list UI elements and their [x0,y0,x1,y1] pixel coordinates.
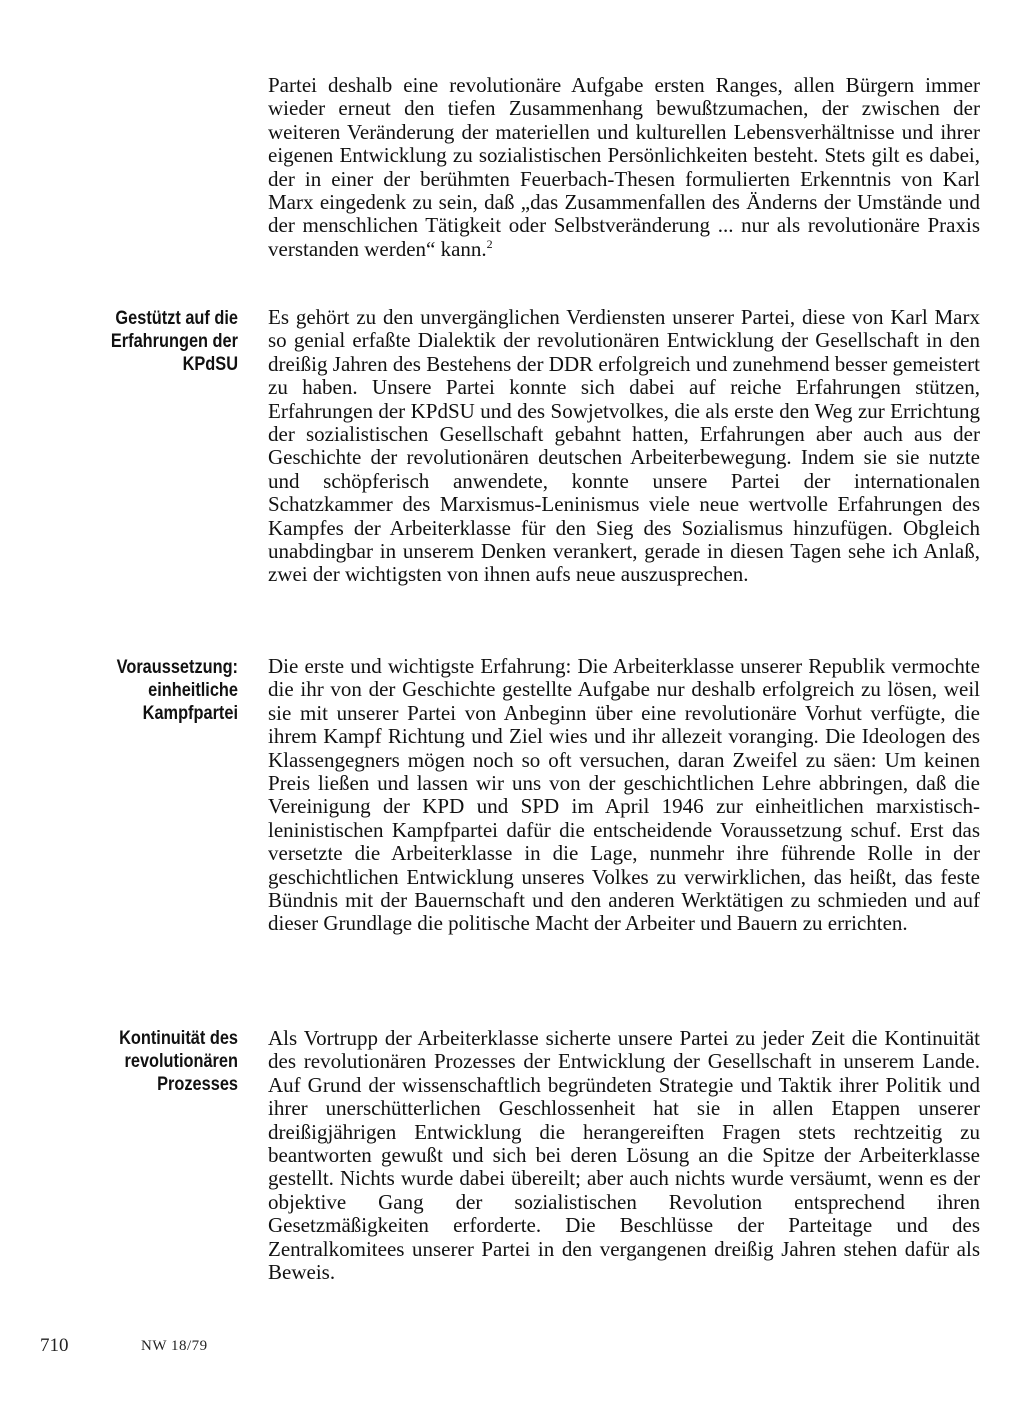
paragraph-kpdsu: Es gehört zu den unvergänglichen Verdiensten unserer Partei, diese von Karl Marx so genial erfaßte Dialektik der revolutionären Entwicklung der Gesellschaft in den dreißig Jahren des Bestehens der DDR erfolgreich und zunehmend besser gemeistert zu haben. Unsere Partei konnte sich dabei auf reiche Erfahrungen stützen, Erfahrungen der KPdSU und des Sowjetvolkes, die als erste den Weg zur Errichtung der sozialistischen Gesellschaft gebahnt hatten, Erfahrungen aber auch aus der Geschichte der revolutionären deutschen Arbeiterbewegung. Indem sie sie nutzte und schöpferisch anwendete, konnte unsere Partei der internationalen Schatzkammer des Marxismus-Leninismus viele neue wertvolle Erfahrungen des Kampfes der Arbeiterklasse für den Sieg des Sozialismus hinzufügen. Obgleich unabdingbar in unserem Denken verankert, gerade in diesen Tagen sehe ich Anlaß, zwei der wichtigsten von ihnen aufs neue auszusprechen. [268,305,980,587]
paragraph-kampfpartei: Die erste und wichtigste Erfahrung: Die Arbeiterklasse unserer Republik vermochte die ihr von der Geschichte gestellte Aufgabe nur deshalb erfolgreich zu lösen, weil sie mit unserer Partei von Anbeginn über eine revolutionäre Vorhut verfügte, die ihrem Kampf Richtung und Ziel wies und ihr allezeit voranging. Die Ideologen des Klassengegners mögen noch so oft versuchen, daran Zweifel zu säen: Um keinen Preis ließen und lassen wir uns von der geschichtlichen Lehre abbringen, daß die Vereinigung der KPD und SPD im April 1946 zur einheitlichen marxistisch-leninistischen Kampfpartei dafür die entscheidende Voraussetzung schuf. Erst das versetzte die Arbeiterklasse in die Lage, nunmehr ihre führende Rolle in der geschichtlichen Entwicklung unseres Volkes zu verwirklichen, das heißt, das feste Bündnis mit der Bauernschaft und den anderen Werktätigen zu schmieden und auf dieser Grundlage die politische Macht der Arbeiter und Bauern zu errichten. [268,654,980,936]
paragraph-intro-text: Partei deshalb eine revolutionäre Aufgabe ersten Ranges, allen Bürgern immer wieder erneut den tiefen Zusammenhang bewußtzumachen, der zwischen der weiteren Veränderung der materiellen und kulturellen Lebensverhältnisse und ihrer eigenen Entwicklung zu sozialistischen Persönlichkeiten besteht. Stets gilt es dabei, der in einer der berühmten Feuerbach-Thesen formulierten Erkenntnis von Karl Marx eingedenk zu sein, daß „das Zusammenfallen des Änderns der Umstände und der menschlichen Tätigkeit oder Selbstveränderung ... nur als revolutionäre Praxis verstanden werden“ kann. [268,73,980,261]
paragraph-kontinuitaet: Als Vortrupp der Arbeiterklasse sicherte unsere Partei zu jeder Zeit die Kontinuität des revolutionären Prozesses der Entwicklung der Gesellschaft in unserem Lande. Auf Grund der wissenschaftlich begründeten Strategie und Taktik ihrer Politik und ihrer unerschütterlichen Geschlossenheit hat sie in allen Etappen unserer dreißigjährigen Entwicklung die herangereiften Fragen stets rechtzeitig zu beantworten gewußt und sich bei deren Lösung an die Spitze der Arbeiterklasse gestellt. Nichts wurde dabei übereilt; aber auch nichts wurde versäumt, wenn es der objektive Gang der sozialistischen Revolution entsprechend ihren Gesetzmäßigkeiten erforderte. Die Beschlüsse der Parteitage und des Zentralkomitees unserer Partei in den vergangenen dreißig Jahren stehen dafür als Beweis. [268,1026,980,1285]
page-number: 710 [40,1335,69,1356]
margin-note-kpdsu: Gestützt auf die Erfahrungen der KPdSU [110,308,238,375]
paragraph-intro [268,74,980,261]
margin-note-kontinuitaet: Kontinuität des revolutionären Prozesses [119,1028,238,1095]
issue-reference: NW 18/79 [141,1338,208,1354]
footnote-ref: 2 [486,236,493,251]
margin-note-kampfpartei: Voraussetzung: einheitliche Kampfpartei [116,657,238,724]
